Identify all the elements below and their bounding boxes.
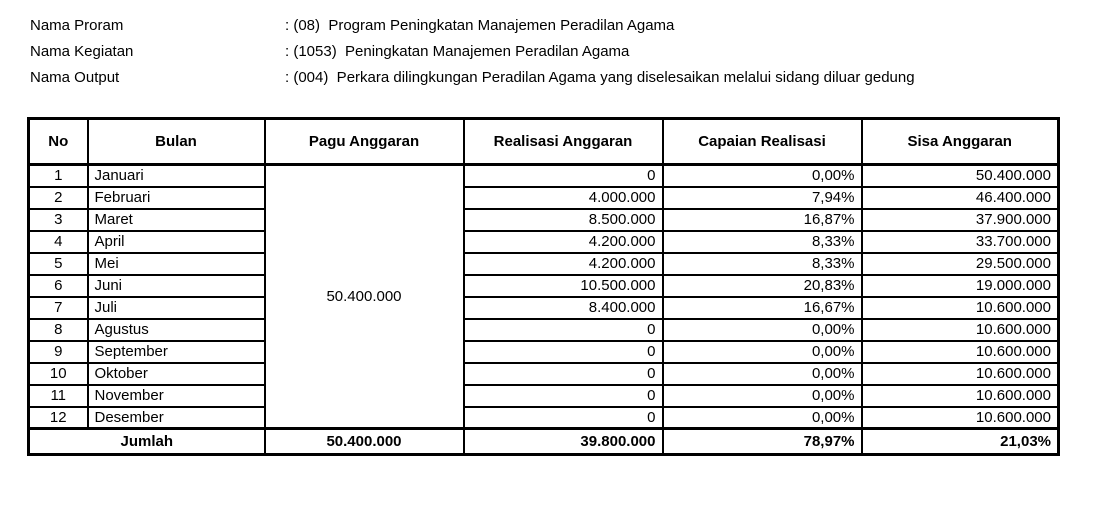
col-header-realisasi: Realisasi Anggaran xyxy=(464,119,663,165)
meta-row-output xyxy=(30,65,915,91)
cell-realisasi: 0 xyxy=(464,319,663,341)
cell-bulan: Juli xyxy=(88,297,265,319)
col-header-pagu: Pagu Anggaran xyxy=(265,119,464,165)
cell-realisasi: 0 xyxy=(464,407,663,429)
cell-bulan: Oktober xyxy=(88,363,265,385)
col-header-no: No xyxy=(29,119,88,165)
table-header-row xyxy=(29,119,1059,165)
cell-sisa: 10.600.000 xyxy=(862,407,1059,429)
cell-bulan: Juni xyxy=(88,275,265,297)
cell-capaian: 0,00% xyxy=(663,165,862,187)
cell-capaian: 7,94% xyxy=(663,187,862,209)
table-row xyxy=(29,231,1059,253)
table-total-row xyxy=(29,429,1059,455)
budget-realization-table xyxy=(27,117,1060,456)
cell-realisasi: 0 xyxy=(464,165,663,187)
total-pagu-anggaran: 50.400.000 xyxy=(265,429,464,455)
cell-no: 12 xyxy=(29,407,88,429)
cell-bulan: November xyxy=(88,385,265,407)
meta-label-kegiatan: Nama Kegiatan xyxy=(30,43,134,60)
cell-realisasi: 4.200.000 xyxy=(464,231,663,253)
cell-realisasi: 0 xyxy=(464,341,663,363)
table-row xyxy=(29,275,1059,297)
cell-bulan: April xyxy=(88,231,265,253)
cell-realisasi: 0 xyxy=(464,385,663,407)
col-header-capaian: Capaian Realisasi xyxy=(663,119,862,165)
cell-no: 9 xyxy=(29,341,88,363)
cell-sisa: 29.500.000 xyxy=(862,253,1059,275)
cell-no: 4 xyxy=(29,231,88,253)
cell-sisa: 50.400.000 xyxy=(862,165,1059,187)
cell-sisa: 37.900.000 xyxy=(862,209,1059,231)
table-row xyxy=(29,165,1059,187)
table-row xyxy=(29,385,1059,407)
cell-sisa: 33.700.000 xyxy=(862,231,1059,253)
cell-no: 7 xyxy=(29,297,88,319)
table-row xyxy=(29,253,1059,275)
cell-realisasi: 8.400.000 xyxy=(464,297,663,319)
table-row xyxy=(29,341,1059,363)
cell-capaian: 8,33% xyxy=(663,253,862,275)
total-label: Jumlah xyxy=(29,429,265,455)
total-capaian-realisasi: 78,97% xyxy=(663,429,862,455)
meta-value-output: : (004) Perkara dilingkungan Peradilan Agama yang diselesaikan melalui sidang diluar gedung xyxy=(285,69,915,86)
cell-capaian: 0,00% xyxy=(663,363,862,385)
cell-no: 11 xyxy=(29,385,88,407)
cell-no: 3 xyxy=(29,209,88,231)
cell-sisa: 10.600.000 xyxy=(862,297,1059,319)
meta-value-kegiatan: : (1053) Peningkatan Manajemen Peradilan Agama xyxy=(285,43,630,60)
cell-realisasi: 8.500.000 xyxy=(464,209,663,231)
meta-label-program: Nama Proram xyxy=(30,17,124,34)
cell-bulan: Agustus xyxy=(88,319,265,341)
cell-sisa: 10.600.000 xyxy=(862,319,1059,341)
cell-no: 1 xyxy=(29,165,88,187)
cell-no: 6 xyxy=(29,275,88,297)
table-row xyxy=(29,187,1059,209)
cell-no: 10 xyxy=(29,363,88,385)
cell-capaian: 20,83% xyxy=(663,275,862,297)
table-row xyxy=(29,407,1059,429)
cell-bulan: Desember xyxy=(88,407,265,429)
table-row xyxy=(29,363,1059,385)
table-row xyxy=(29,297,1059,319)
table-row xyxy=(29,209,1059,231)
cell-sisa: 19.000.000 xyxy=(862,275,1059,297)
col-header-sisa: Sisa Anggaran xyxy=(862,119,1059,165)
meta-value-program: : (08) Program Peningkatan Manajemen Peradilan Agama xyxy=(285,17,675,34)
cell-capaian: 0,00% xyxy=(663,407,862,429)
cell-capaian: 8,33% xyxy=(663,231,862,253)
cell-pagu-merged: 50.400.000 xyxy=(265,165,464,429)
cell-capaian: 16,87% xyxy=(663,209,862,231)
cell-capaian: 0,00% xyxy=(663,319,862,341)
cell-no: 2 xyxy=(29,187,88,209)
cell-realisasi: 4.200.000 xyxy=(464,253,663,275)
total-sisa-anggaran: 21,03% xyxy=(862,429,1059,455)
cell-bulan: Mei xyxy=(88,253,265,275)
cell-sisa: 10.600.000 xyxy=(862,341,1059,363)
cell-sisa: 46.400.000 xyxy=(862,187,1059,209)
cell-capaian: 0,00% xyxy=(663,385,862,407)
cell-capaian: 16,67% xyxy=(663,297,862,319)
meta-row-program xyxy=(30,13,915,39)
cell-bulan: Januari xyxy=(88,165,265,187)
cell-realisasi: 0 xyxy=(464,363,663,385)
col-header-bulan: Bulan xyxy=(88,119,265,165)
cell-no: 5 xyxy=(29,253,88,275)
cell-sisa: 10.600.000 xyxy=(862,385,1059,407)
cell-realisasi: 4.000.000 xyxy=(464,187,663,209)
total-realisasi-anggaran: 39.800.000 xyxy=(464,429,663,455)
cell-capaian: 0,00% xyxy=(663,341,862,363)
cell-sisa: 10.600.000 xyxy=(862,363,1059,385)
table-row xyxy=(29,319,1059,341)
cell-bulan: Maret xyxy=(88,209,265,231)
cell-bulan: Februari xyxy=(88,187,265,209)
document-meta xyxy=(30,13,915,91)
cell-no: 8 xyxy=(29,319,88,341)
cell-realisasi: 10.500.000 xyxy=(464,275,663,297)
meta-row-kegiatan xyxy=(30,39,915,65)
meta-label-output: Nama Output xyxy=(30,69,120,86)
cell-bulan: September xyxy=(88,341,265,363)
